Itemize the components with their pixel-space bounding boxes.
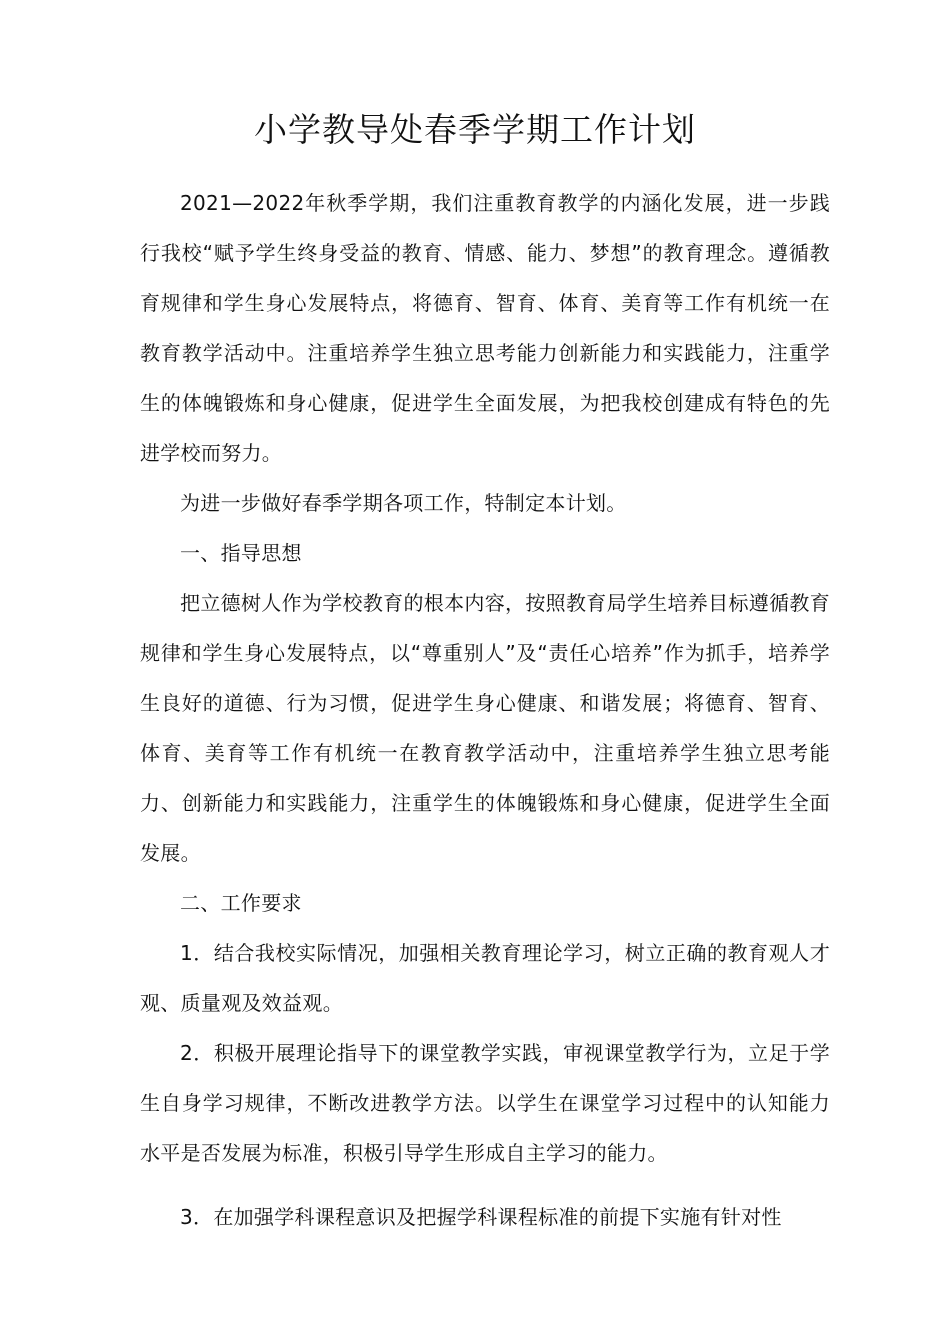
paragraph-requirement-2: 2．积极开展理论指导下的课堂教学实践，审视课堂教学行为，立足于学生自身学习规律，不断改进教学方法。以学生在课堂学习过程中的认知能力水平是否发展为标准，积极引导学生形成自主学习的能力。 (140, 1041, 830, 1165)
heading-guiding-ideology: 一、指导思想 (180, 541, 302, 565)
paragraph-intro: 2021—2022年秋季学期，我们注重教育教学的内涵化发展，进一步践行我校“赋予学生终身受益的教育、情感、能力、梦想”的教育理念。遵循教育规律和学生身心发展特点，将德育、智育、体育、美育等工作有机统一在教育教学活动中。注重培养学生独立思考能力创新能力和实践能力，注重学生的体魄锻炼和身心健康，促进学生全面发展，为把我校创建成有特色的先进学校而努力。 (140, 191, 830, 465)
paragraph-requirement-1: 1．结合我校实际情况，加强相关教育理论学习，树立正确的教育观人才观、质量观及效益观。 (140, 941, 830, 1015)
document-title: 小学教导处春季学期工作计划 (254, 110, 696, 149)
document-body (140, 178, 830, 1242)
paragraph-requirement-3: 3．在加强学科课程意识及把握学科课程标准的前提下实施有针对性 (180, 1205, 782, 1229)
paragraph-plan-statement: 为进一步做好春季学期各项工作，特制定本计划。 (180, 491, 627, 515)
heading-work-requirements: 二、工作要求 (180, 891, 302, 915)
paragraph-guiding-ideology: 把立德树人作为学校教育的根本内容，按照教育局学生培养目标遵循教育规律和学生身心发展特点，以“尊重别人”及“责任心培养”作为抓手，培养学生良好的道德、行为习惯，促进学生身心健康、和谐发展；将德育、智育、体育、美育等工作有机统一在教育教学活动中，注重培养学生独立思考能力、创新能力和实践能力，注重学生的体魄锻炼和身心健康，促进学生全面发展。 (140, 591, 830, 865)
